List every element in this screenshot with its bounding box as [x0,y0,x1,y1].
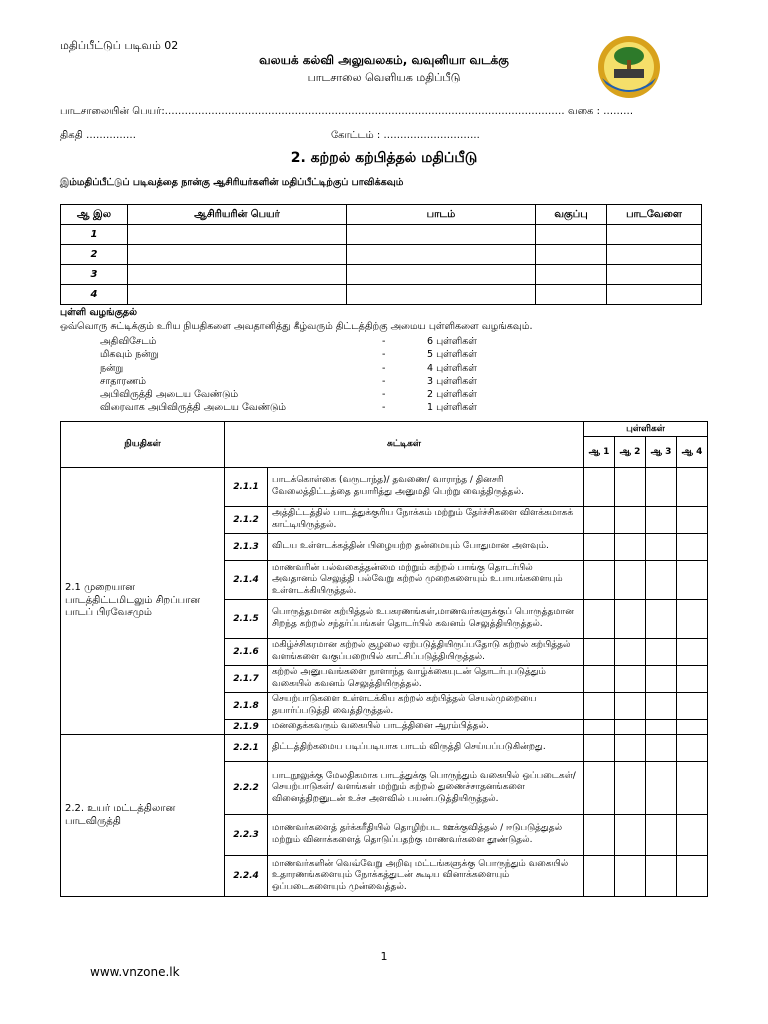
score-cell[interactable] [615,534,646,561]
indicator-code: 2.1.7 [225,666,268,693]
indicator-code: 2.2.1 [225,735,268,762]
rating-points: 6 புள்ளிகள் [427,336,477,347]
teacher-table-header [61,205,702,225]
period-cell[interactable] [607,265,702,285]
col-class: வகுப்பு [536,205,607,225]
teacher-name-cell[interactable] [128,225,347,245]
score-cell[interactable] [584,600,615,639]
col-teacher-2: ஆ 2 [615,437,646,468]
score-cell[interactable] [646,815,677,856]
class-cell[interactable] [536,225,607,245]
section-instruction: இம்மதிப்பீட்டுப் படிவத்தை நான்கு ஆசிரியர்களின் மதிப்பீட்டிற்குப் பாவிக்கவும் [60,177,404,188]
indicator-code: 2.2.2 [225,762,268,815]
section-title: 2. கற்றல் கற்பித்தல் மதிப்பீடு [290,150,478,166]
zonal-office-logo [596,34,662,100]
col-teacher-1: ஆ 1 [584,437,615,468]
score-cell[interactable] [677,720,708,735]
score-cell[interactable] [677,762,708,815]
rating-label: விரைவாக அபிவிருத்தி அடைய வேண்டும் [100,402,287,413]
teacher-no: 3 [61,265,128,285]
score-cell[interactable] [677,507,708,534]
table-row [61,245,702,265]
teacher-no: 4 [61,285,128,305]
website-link[interactable]: www.vnzone.lk [90,965,180,979]
teacher-no: 1 [61,225,128,245]
class-cell[interactable] [536,265,607,285]
col-criteria: நியதிகள் [61,422,225,468]
score-cell[interactable] [646,720,677,735]
indicator-text: பாடக்கொள்கை (வருடாந்த)/ தவணை/ வாராந்த / தினசரி வேலைத்திட்டத்தை தயாரித்து அனுமதி பெற்று வைத்திருத்தல். [268,468,584,507]
score-cell[interactable] [677,693,708,720]
score-cell[interactable] [615,720,646,735]
score-cell[interactable] [615,762,646,815]
indicator-text: மாணவரின் பல்வகைத்தன்மை மற்றும் கற்றல் பாங்கு தொடர்பில் அவதானம் செலுத்தி பல்வேறு கற்றல் முறைகளையும் உபாயங்களையும் உள்ளடக்கியிருத்தல். [268,561,584,600]
period-cell[interactable] [607,285,702,305]
rating-points: 4 புள்ளிகள் [427,363,477,374]
score-cell[interactable] [646,600,677,639]
indicator-code: 2.2.3 [225,815,268,856]
date-field: திகதி …………… [60,130,136,141]
table-row [61,735,708,762]
score-cell[interactable] [615,507,646,534]
score-cell[interactable] [677,666,708,693]
col-points: புள்ளிகள் [584,422,708,437]
rating-label: சாதாரணம் [100,376,147,387]
scoring-description: ஒவ்வொரு சுட்டிக்கும் உரிய நியதிகளை அவதானித்து கீழ்வரும் திட்டத்திற்கு அமைய புள்ளிகளை வழங்கவும். [60,321,533,332]
rating-dash: - [382,336,386,347]
page-number: 1 [380,950,388,963]
score-cell[interactable] [677,639,708,666]
score-cell[interactable] [584,693,615,720]
score-cell[interactable] [646,735,677,762]
teacher-name-cell[interactable] [128,265,347,285]
indicator-code: 2.1.9 [225,720,268,735]
period-cell[interactable] [607,245,702,265]
teacher-name-cell[interactable] [128,285,347,305]
score-cell[interactable] [677,856,708,897]
score-cell[interactable] [677,600,708,639]
score-cell[interactable] [584,856,615,897]
rating-label: மிகவும் நன்று [100,349,159,360]
subject-cell[interactable] [347,245,536,265]
score-cell[interactable] [584,507,615,534]
class-cell[interactable] [536,285,607,305]
score-cell[interactable] [584,468,615,507]
score-cell[interactable] [615,468,646,507]
rating-points: 3 புள்ளிகள் [427,376,477,387]
table-row [61,468,708,507]
form-number: மதிப்பீட்டுப் படிவம் 02 [60,39,179,52]
rating-points: 1 புள்ளிகள் [427,402,477,413]
score-cell[interactable] [646,639,677,666]
col-teacher-3: ஆ 3 [646,437,677,468]
indicator-code: 2.2.4 [225,856,268,897]
score-cell[interactable] [615,600,646,639]
criteria-group-2-1: 2.1 முறையான பாடத்திட்டமிடலும் சிறப்பான பாடப் பிரவேசமும் [61,468,225,735]
criteria-header-row [61,422,708,437]
col-teacher-name: ஆசிரியரின் பெயர் [128,205,347,225]
indicator-code: 2.1.4 [225,561,268,600]
indicator-text: பொருத்தமான கற்பித்தல் உபகரணங்கள்,மாணவர்களுக்குப் பொருத்தமான சிறந்த கற்றல் சந்தர்ப்பங்கள் தொடர்பில் கவனம் செலுத்தியிருத்தல். [268,600,584,639]
rating-points: 2 புள்ளிகள் [427,389,477,400]
col-subject: பாடம் [347,205,536,225]
period-cell[interactable] [607,225,702,245]
col-teacher-no: ஆ இல [61,205,128,225]
score-cell[interactable] [615,815,646,856]
rating-dash: - [382,363,386,374]
rating-label: அதிவிசேடம் [100,336,157,347]
rating-dash: - [382,402,386,413]
col-period: பாடவேளை [607,205,702,225]
criteria-group-2-2: 2.2. உயர் மட்டத்திலான பாடவிருத்தி [61,735,225,897]
score-cell[interactable] [615,856,646,897]
school-type-field: வகை : ……… [568,106,634,117]
score-cell[interactable] [615,735,646,762]
score-cell[interactable] [584,561,615,600]
teacher-no: 2 [61,245,128,265]
score-cell[interactable] [615,639,646,666]
table-row [61,265,702,285]
score-cell[interactable] [615,693,646,720]
indicator-text: திட்டத்திற்கமைய படிப்படியாக பாடம் விருத்தி செய்யப்படுகின்றது. [268,735,584,762]
score-cell[interactable] [584,735,615,762]
score-cell[interactable] [677,735,708,762]
score-cell[interactable] [584,720,615,735]
score-cell[interactable] [646,856,677,897]
rating-label: நன்று [100,363,124,374]
rating-dash: - [382,376,386,387]
score-cell[interactable] [677,561,708,600]
indicator-code: 2.1.5 [225,600,268,639]
indicator-code: 2.1.3 [225,534,268,561]
indicator-text: மாணவர்களைத் தர்க்கரீதியில் தொழிற்பட ஊக்குவித்தல் / ஈடுபடுத்துதல் மற்றும் வினாக்களைத் தொடுப்பதற்கு மாணவர்களை தூண்டுதல். [268,815,584,856]
document-subtitle: பாடசாலை வெளியக மதிப்பீடு [307,71,461,84]
indicator-code: 2.1.2 [225,507,268,534]
score-cell[interactable] [677,534,708,561]
score-cell[interactable] [677,815,708,856]
rating-label: அபிவிருத்தி அடைய வேண்டும் [100,389,239,400]
indicator-code: 2.1.6 [225,639,268,666]
teacher-name-cell[interactable] [128,245,347,265]
score-cell[interactable] [584,666,615,693]
scoring-heading: புள்ளி வழங்குதல் [60,307,137,318]
indicator-text: செயற்பாடுகளை உள்ளடக்கிய கற்றல் கற்பித்தல் செயல்முறையை தயார்ப்படுத்தி வைத்திருத்தல். [268,693,584,720]
score-cell[interactable] [615,666,646,693]
division-field: கோட்டம் : ……………………….. [331,130,480,141]
rating-dash: - [382,349,386,360]
office-title: வலயக் கல்வி அலுவலகம், வவுனியா வடக்கு [259,53,509,67]
score-cell[interactable] [646,561,677,600]
subject-cell[interactable] [347,265,536,285]
indicator-text: மாணவர்களின் வெவ்வேறு அறிவு மட்டங்களுக்கு பொருந்தும் வகையில் உதாரணங்களையும் நோக்கத்துடன் கூடிய வினாக்களையும் ஒப்படைகளையும் முன்வைத்தல். [268,856,584,897]
subject-cell[interactable] [347,225,536,245]
indicator-text: அத்திட்டத்தில் பாடத்துக்குரிய நோக்கம் மற்றும் தேர்ச்சிகளை விளக்கமாகக் காட்டியிருத்தல். [268,507,584,534]
score-cell[interactable] [646,693,677,720]
score-cell[interactable] [584,534,615,561]
indicator-code: 2.1.8 [225,693,268,720]
rating-points: 5 புள்ளிகள் [427,349,477,360]
subject-cell[interactable] [347,285,536,305]
indicator-text: மகிழ்ச்சிகரமான கற்றல் சூழலை ஏற்படுத்தியிருப்பதோடு கற்றல் கற்பித்தல் வளங்களை வகுப்பறையில் காட்சிப்படுத்தியிருத்தல். [268,639,584,666]
score-cell[interactable] [646,468,677,507]
score-cell[interactable] [677,468,708,507]
col-teacher-4: ஆ 4 [677,437,708,468]
school-name-field: பாடசாலையின் பெயர்:………………………………………………………………………………………………………… [60,106,565,117]
score-cell[interactable] [584,762,615,815]
indicator-text: கற்றல் அனுபவங்களை நாளாந்த வாழ்க்கையுடன் தொடர்புபடுத்தும் வகையில் கவனம் செலுத்தியிருத்தல். [268,666,584,693]
score-cell[interactable] [615,561,646,600]
score-cell[interactable] [646,507,677,534]
indicator-text: விடய உள்ளடக்கத்தின் பிழையற்ற தன்மையும் போதுமான அளவும். [268,534,584,561]
indicator-text: பாடநூலுக்கு மேலதிகமாக பாடத்துக்கு பொருந்தும் வகையில் ஒப்படைகள்/ செயற்பாடுகள்/ வளங்கள் மற்றும் கற்றல் துணைச்சாதனங்களை வினைத்திறனுடன் உச்ச அளவில் பயன்படுத்தியிருத்தல். [268,762,584,815]
rating-dash: - [382,389,386,400]
score-cell[interactable] [646,534,677,561]
score-cell[interactable] [584,639,615,666]
score-cell[interactable] [646,666,677,693]
score-cell[interactable] [646,762,677,815]
teacher-table [60,204,702,305]
score-cell[interactable] [584,815,615,856]
criteria-table [60,421,708,897]
col-indicators: சுட்டிகள் [225,422,584,468]
indicator-code: 2.1.1 [225,468,268,507]
indicator-text: மனதைக்கவரும் வகையில் பாடத்தினை ஆரம்பித்தல். [268,720,584,735]
class-cell[interactable] [536,245,607,265]
table-row [61,285,702,305]
table-row [61,225,702,245]
